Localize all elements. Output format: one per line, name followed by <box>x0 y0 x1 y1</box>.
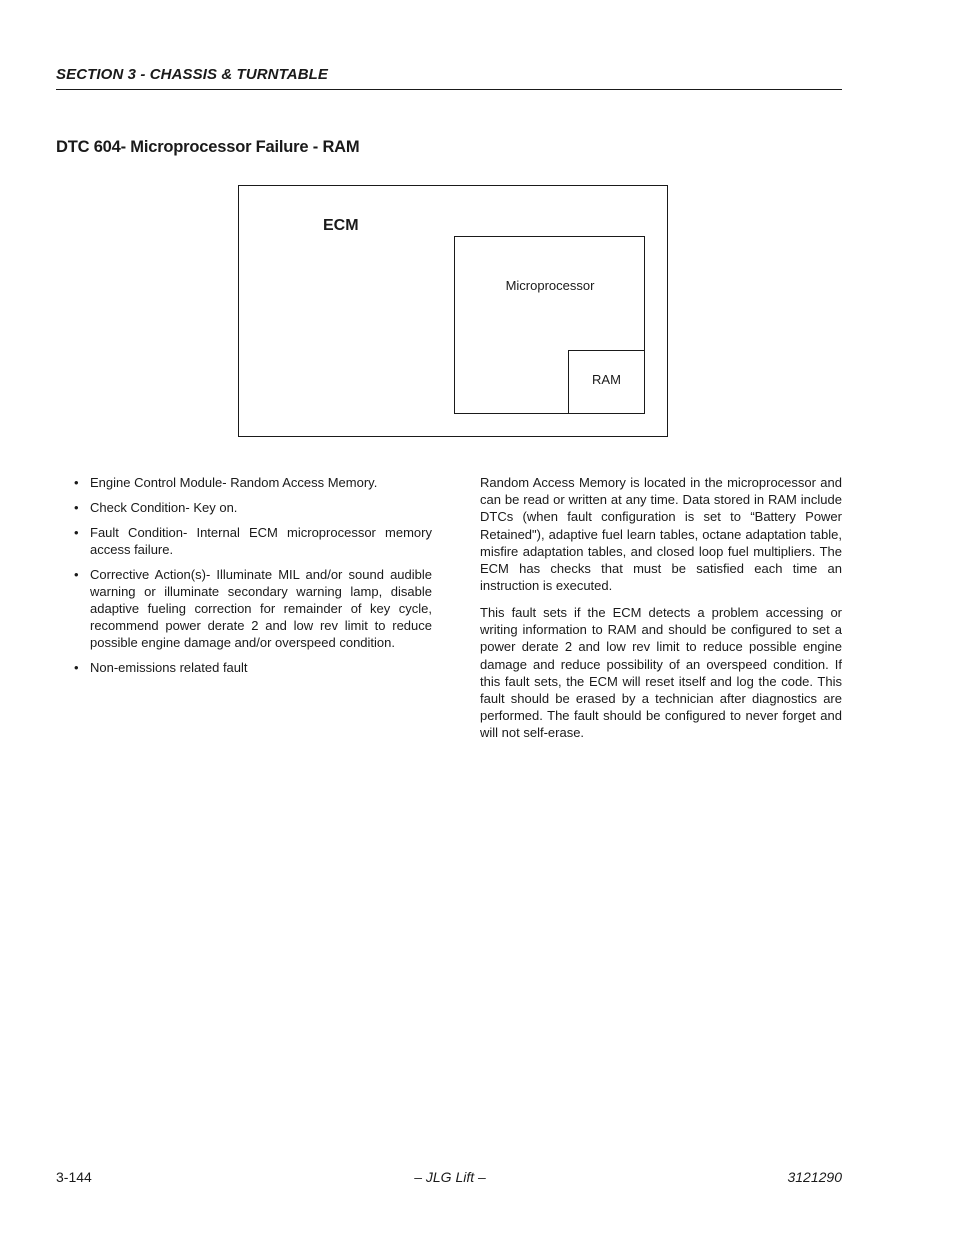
page-number: 3-144 <box>56 1169 92 1185</box>
footer-publisher: – JLG Lift – <box>414 1169 486 1185</box>
description-column <box>480 474 842 751</box>
microprocessor-label: Microprocessor <box>505 278 595 293</box>
ecm-label: ECM <box>323 217 359 234</box>
ecm-block-diagram <box>238 185 668 437</box>
description-paragraph: This fault sets if the ECM detects a problem accessing or writing information to RAM and should be configured to set a power derate 2 and low rev limit to reduce possible engine damage and reduce possibility of an overspeed condition. If this fault sets, the ECM will reset itself and log the code. This fault should be erased by a technician after diagnostics are performed. The fault should be configured to never forget and will not self-erase. <box>480 604 842 741</box>
list-item: • Engine Control Module- Random Access Memory. <box>74 474 432 491</box>
section-header: SECTION 3 - CHASSIS & TURNTABLE <box>56 64 842 90</box>
list-item: • Fault Condition- Internal ECM microprocessor memory access failure. <box>74 524 432 558</box>
description-paragraph: Random Access Memory is located in the microprocessor and can be read or written at any time. Data stored in RAM include DTCs (when fault configuration is set to “Battery Power Retained"), adaptive fuel learn tables, octane adaptation table, misfire adaptation tables, and closed loop fuel multipliers. The ECM has checks that must be satisfied each time an instruction is executed. <box>480 475 842 594</box>
ram-block <box>568 350 645 414</box>
list-item: • Corrective Action(s)- Illuminate MIL and/or sound audible warning or illuminate secondary warning lamp, disable adaptive fueling correction for remainder of key cycle, recommend power derate 2 and low rev limit to reduce possible engine damage and/or overspeed condition. <box>74 566 432 652</box>
microprocessor-block <box>454 236 645 414</box>
document-number: 3121290 <box>787 1169 842 1185</box>
fault-summary-list <box>74 474 432 684</box>
page-title: DTC 604- Microprocessor Failure - RAM <box>56 138 360 156</box>
list-item: • Non-emissions related fault <box>74 659 432 676</box>
ram-label: RAM <box>592 372 621 387</box>
list-item: • Check Condition- Key on. <box>74 499 432 516</box>
